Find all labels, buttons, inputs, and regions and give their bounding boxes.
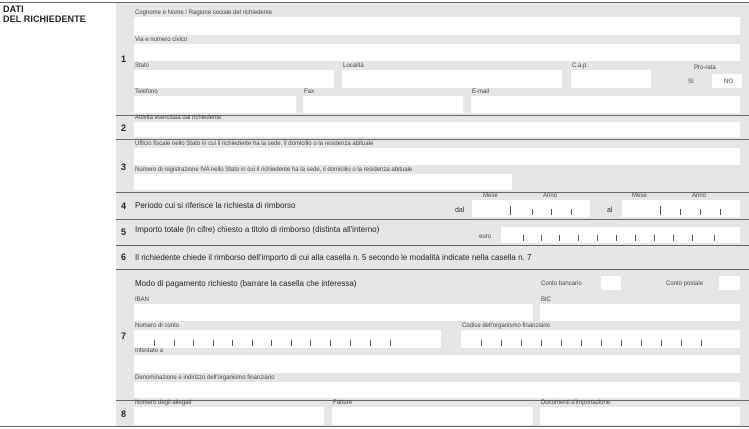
dal-mese-label: Mese	[483, 193, 498, 199]
row6-number: 6	[121, 252, 127, 262]
row1-number: 1	[121, 54, 127, 64]
denominazione-field[interactable]	[134, 382, 740, 398]
row5-number: 5	[121, 227, 127, 237]
al-anno-label: Anno	[692, 193, 707, 199]
row4-number: 4	[121, 201, 127, 211]
fax-field[interactable]	[303, 96, 463, 113]
dal-anno-label: Anno	[543, 193, 558, 199]
attivita-field[interactable]	[134, 122, 740, 137]
email-field[interactable]	[471, 96, 740, 113]
codice-organismo-field[interactable]	[461, 330, 740, 348]
iva-field[interactable]	[134, 174, 512, 190]
rimborso-statement: Il richiedente chiede il rimborso dell'importo di cui alla casella n. 5 secondo le modalità indicate nella casella n. 7	[135, 253, 532, 262]
bic-label: BIC	[541, 297, 552, 303]
allegati-field[interactable]	[134, 407, 324, 425]
modo-pagamento-label: Modo di pagamento richiesto (barrare la casella che interessa)	[135, 279, 357, 288]
via-label: Via e numero civico	[135, 37, 188, 43]
fatture-label: Fatture	[333, 400, 353, 406]
conto-bancario-label: Conto bancario	[541, 281, 582, 287]
bic-field[interactable]	[540, 304, 740, 321]
section-title-line1: DATI	[3, 4, 24, 14]
localita-label: Località	[343, 63, 364, 69]
row2-number: 2	[121, 123, 127, 133]
telefono-label: Telefono	[135, 89, 158, 95]
allegati-label: Numero degli allegati	[135, 400, 192, 406]
stato-field[interactable]	[134, 70, 334, 88]
email-label: E-mail	[472, 89, 490, 95]
localita-field[interactable]	[342, 70, 562, 88]
documenti-label: Documenti d'importazione	[541, 400, 611, 406]
al-label: al	[607, 207, 613, 214]
dal-date-field[interactable]	[472, 200, 590, 217]
row3-number: 3	[121, 162, 127, 172]
al-mese-label: Mese	[632, 193, 647, 199]
importo-label: Importo totale (in cifre) chiesto a titolo di rimborso (distinta all'interno)	[135, 225, 380, 234]
periodo-label: Periodo cui si riferisce la richiesta di rimborso	[135, 201, 296, 210]
numero-conto-label: Numero di conto	[135, 323, 180, 329]
stato-label: Stato	[135, 63, 150, 69]
intestato-field[interactable]	[134, 355, 740, 373]
al-date-field[interactable]	[622, 200, 740, 217]
section-title	[3, 4, 86, 24]
denominazione-label: Denominazione e indirizzo dell'organismo finanziario	[135, 375, 275, 381]
euro-label: euro	[479, 234, 492, 240]
codice-organismo-label: Codice dell'organismo finanziario	[462, 323, 550, 329]
conto-bancario-checkbox[interactable]	[601, 276, 621, 290]
section-title-line2: DEL RICHIEDENTE	[3, 14, 86, 24]
ufficio-label: Ufficio fiscale nello Stato in cui il richiedente ha la sede, il domicilio o la residenza abituale	[135, 141, 374, 147]
row7-number: 7	[121, 331, 127, 341]
conto-postale-checkbox[interactable]	[719, 276, 740, 290]
bottom-rule	[0, 426, 749, 427]
fax-label: Fax	[304, 89, 315, 95]
cap-label: C.a.p.	[572, 63, 589, 69]
conto-postale-label: Conto postale	[666, 281, 704, 287]
iva-label: Numero di registrazione IVA nello Stato in cui il richiedente ha la sede, il domicilio o la residenza abituale	[135, 167, 413, 173]
prorata-no-label: NO	[724, 79, 733, 85]
iban-label: IBAN	[135, 297, 150, 303]
intestato-label: Intestato a	[135, 348, 164, 354]
prorata-si-label: SI	[688, 79, 694, 85]
importo-field[interactable]	[501, 227, 740, 243]
cognome-label: Cognome e Nome / Ragione sociale del richiedente	[135, 10, 273, 16]
attivita-label: Attività esercitata dal richiedente	[135, 115, 222, 121]
prorata-si-checkbox[interactable]	[670, 74, 700, 88]
ufficio-field[interactable]	[134, 148, 740, 165]
cap-field[interactable]	[571, 70, 651, 88]
iban-field[interactable]	[134, 304, 533, 321]
numero-conto-field[interactable]	[134, 330, 441, 348]
prorata-label: Pro-rata	[694, 65, 716, 71]
dal-label: dal	[455, 207, 465, 214]
cognome-field[interactable]	[134, 17, 740, 35]
fatture-field[interactable]	[332, 407, 533, 425]
documenti-field[interactable]	[540, 407, 740, 425]
row8-number: 8	[121, 409, 127, 419]
via-field[interactable]	[134, 44, 740, 61]
telefono-field[interactable]	[134, 96, 296, 113]
